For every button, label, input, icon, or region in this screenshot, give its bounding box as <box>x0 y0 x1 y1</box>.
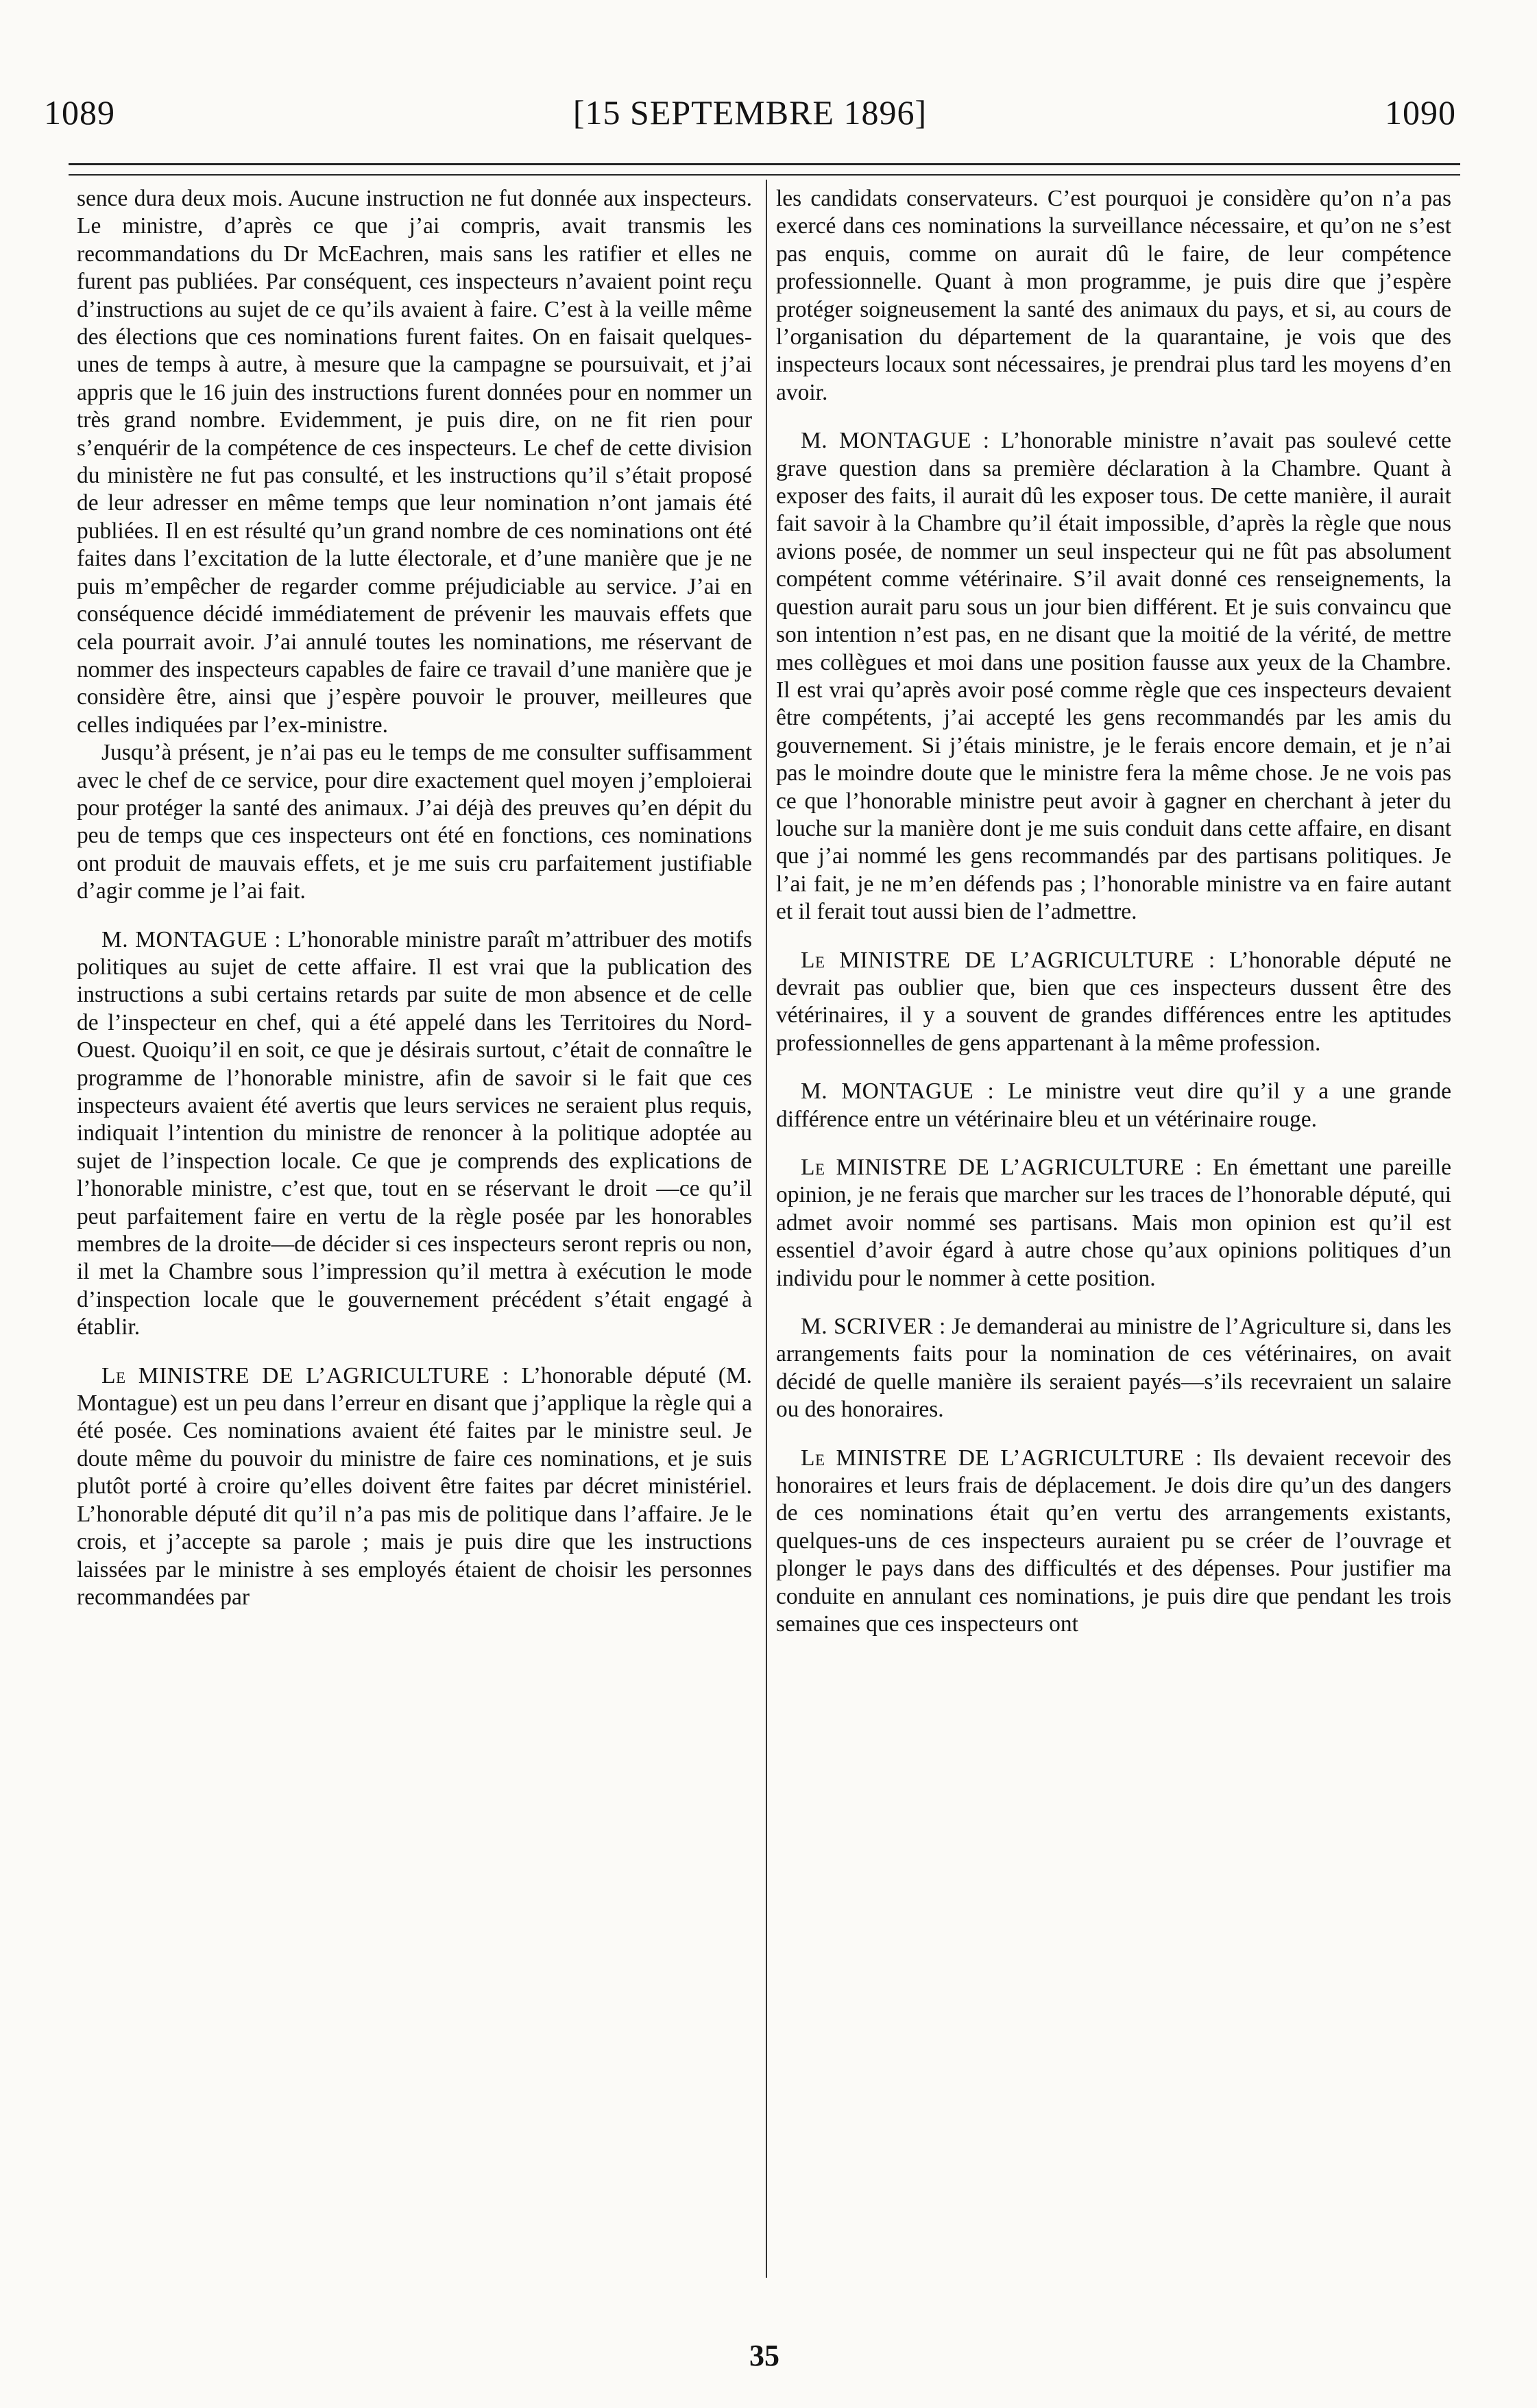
speaker-name: M. MONTAGUE : <box>801 1079 995 1105</box>
right-column <box>776 185 1451 1639</box>
speech-paragraph <box>77 926 752 1342</box>
page-folio: 35 <box>749 2339 779 2372</box>
paragraph <box>77 185 752 739</box>
speech-paragraph <box>776 947 1451 1058</box>
speech-paragraph <box>776 1445 1451 1639</box>
speaker-name: Le MINISTRE DE L’AGRICULTURE : <box>801 947 1215 973</box>
header-rule-thick <box>69 163 1460 165</box>
speech-paragraph <box>776 1154 1451 1292</box>
paragraph-text: L’honorable ministre n’avait pas soulevé cette grave question dans sa première déclaration à la Chambre. Quant à exposer des faits, il aurait dû les exposer tous. De cette manière, il aurait fait savoir à la Chambre qu’il était impossible, d’après la règle que nous avions posée, de nommer un seul inspecteur qui ne fût pas absolument compétent comme vétérinaire. S’il avait donné ces renseignements, la question aurait paru sous un jour bien différent. Et je suis convaincu que son intention n’est pas, en ne disant que la moitié de la vérité, de mettre mes collègues et moi dans une position fausse aux yeux de la Chambre. Il est vrai qu’après avoir posé comme règle que ces inspecteurs devaient être compétents, j’ai accepté les gens recommandés par les amis du gouvernement. Si j’étais ministre, je le ferais encore demain, et je n’ai pas le moindre doute que le ministre fera la même chose. Je ne vois pas ce que l’honorable ministre peut avoir à gagner en cherchant à jeter du louche sur la manière dont je me suis conduit dans cette affaire, en disant que j’ai nommé les gens recommandés par des partisans politiques. Je l’ai fait, je ne m’en défends pas ; l’honorable ministre va en faire autant et il ferait tout aussi bien de l’admettre. <box>776 428 1451 925</box>
paragraph-text: sence dura deux mois. Aucune instruction ne fut donnée aux inspecteurs. Le ministre, d’après ce que j’ai compris, avait transmis les recommandations du Dr McEachren, mais sans les ratifier et elles ne furent pas publiées. Par conséquent, ces inspecteurs n’avaient point reçu d’instructions au sujet de ce qu’ils avaient à faire. C’est à la veille même des élections que ces nominations furent faites. On en faisait quelques-unes de temps à autre, à mesure que la campagne se poursuivait, et j’ai appris que le 16 juin des instructions furent données pour en nommer un très grand nombre. Evidemment, je puis dire, on ne fit rien pour s’enquérir de la compétence de ces inspecteurs. Le chef de cette division du ministère ne fut pas consulté, et les instructions qu’il s’était proposé de leur adresser en même temps que leur nomination n’ont jamais été publiées. Il en est résulté qu’un grand nombre de ces nominations ont été faites dans l’excitation de la lutte électorale, et d’une manière que je ne puis m’empêcher de regarder comme préjudiciable au service. J’ai en conséquence décidé immédiatement de prévenir les mauvais effets que cela pourrait avoir. J’ai annulé toutes les nominations, me réservant de nommer des inspecteurs capables de faire ce travail d’une manière que je considère être, ainsi que j’espère pouvoir le prouver, meilleures que celles indiquées par l’ex-ministre. <box>77 186 752 738</box>
paragraph-text: L’honorable député (M. Montague) est un peu dans l’erreur en disant que j’applique la règle qui a été posée. Ces nominations avaient été faites par le ministre seul. Je doute même du pouvoir du ministre de faire ces nominations, et je suis plutôt porté à croire qu’elles doivent être faites par décret ministériel. L’honorable député dit qu’il n’a pas mis de politique dans l’affaire. Je le crois, et j’accepte sa parole ; mais je puis dire que les instructions laissées par le ministre à ses employés étaient de choisir les personnes recommandées par <box>77 1362 753 1610</box>
paragraph-text: L’honorable député ne devrait pas oublier que, bien que ces inspecteurs dussent être des vétérinaires, il y a souvent de grandes différences entre les aptitudes professionnelles de gens appartenant à la même profession. <box>776 947 1451 1056</box>
speech-paragraph <box>776 1078 1451 1133</box>
paragraph-text: Je demanderai au ministre de l’Agriculture si, dans les arrangements faits pour la nomination de ces vétérinaires, on avait décidé de quelle manière ils seraient payés—s’ils recevraient un salaire ou des honoraires. <box>776 1314 1451 1423</box>
speech-paragraph <box>77 1362 752 1612</box>
paragraph <box>776 185 1451 407</box>
speech-paragraph <box>776 1313 1451 1424</box>
left-column <box>77 185 752 1611</box>
header-rule-thin <box>69 174 1460 176</box>
speaker-name: M. SCRIVER : <box>801 1314 946 1340</box>
speech-paragraph <box>776 427 1451 926</box>
paragraph <box>77 739 752 905</box>
paragraph-text: Jusqu’à présent, je n’ai pas eu le temps de me consulter suffisamment avec le chef de ce service, pour dire exactement quel moyen j’emploierai pour protéger la santé des animaux. J’ai déjà des preuves qu’en dépit du peu de temps que ces inspecteurs ont été en fonctions, ces nominations ont produit de mauvais effets, et je me suis cru parfaitement justifiable d’agir comme je l’ai fait. <box>77 740 752 904</box>
speaker-name: Le MINISTRE DE L’AGRICULTURE : <box>801 1155 1202 1180</box>
paragraph-text: En émettant une pareille opinion, je ne ferais que marcher sur les traces de l’honorable député, qui admet avoir nommé ses partisans. Mais mon opinion est qu’il est essentiel d’avoir égard à autre chose qu’aux opinions politiques d’un individu pour le nommer à cette position. <box>776 1155 1451 1291</box>
page-number-right: 1090 <box>1385 93 1456 132</box>
paragraph-text: Le ministre veut dire qu’il y a une grande différence entre un vétérinaire bleu et un vétérinaire rouge. <box>776 1079 1451 1132</box>
column-divider <box>766 180 767 2278</box>
paragraph-text: Ils devaient recevoir des honoraires et leurs frais de déplacement. Je dois dire qu’un des dangers de ces nominations était qu’en vertu des arrangements existants, quelques-uns de ces inspecteurs auraient pu se créer de l’ouvrage et plonger le pays dans des difficultés et des dépenses. Pour justifier ma conduite en annulant ces nominations, je puis dire que pendant les trois semaines que ces inspecteurs ont <box>776 1445 1451 1637</box>
running-header <box>44 93 1456 141</box>
page-number-left: 1089 <box>44 93 115 132</box>
speaker-name: M. MONTAGUE : <box>101 926 282 952</box>
header-date: [15 SEPTEMBRE 1896] <box>572 93 928 132</box>
paragraph-text: L’honorable ministre paraît m’attribuer des motifs politiques au sujet de cette affaire. Il est vrai que la publication des instructions a subi certains retards par suite de mon absence et de celle de l’inspecteur en chef, qui a été appelé dans les Territoires du Nord-Ouest. Quoiqu’il en soit, ce que je désirais surtout, c’était de connaître le programme de l’honorable ministre, afin de savoir si le fait que ces inspecteurs avaient été avertis que leurs services ne seraient plus requis, indiquait l’intention du ministre de renoncer à la politique adoptée au sujet de l’inspection locale. Ce que je comprends des explications de l’honorable ministre, c’est que, tout en se réservant le droit —ce qu’il peut parfaitement faire en vertu de la règle posée par les honorables membres de la droite—de décider si ces inspecteurs seront repris ou non, il met la Chambre sous l’impression qu’il mettra à exécution le mode d’inspection locale que le gouvernement précédent s’était engagé à établir. <box>77 926 753 1340</box>
speaker-name: Le MINISTRE DE L’AGRICULTURE : <box>101 1362 509 1388</box>
speaker-name: M. MONTAGUE : <box>801 428 990 454</box>
paragraph-text: les candidats conservateurs. C’est pourquoi je considère qu’on n’a pas exercé dans ces nominations la surveillance nécessaire, et qu’on ne s’est pas enquis, comme on aurait dû le faire, de leur compétence professionnelle. Quant à mon programme, je puis dire que j’espère protéger soigneusement la santé des animaux du pays, et si, au cours de l’organisation du département de la quarantaine, je vois que des inspecteurs locaux sont nécessaires, je prendrai plus tard les moyens d’en avoir. <box>776 186 1451 405</box>
speaker-name: Le MINISTRE DE L’AGRICULTURE : <box>801 1445 1202 1471</box>
